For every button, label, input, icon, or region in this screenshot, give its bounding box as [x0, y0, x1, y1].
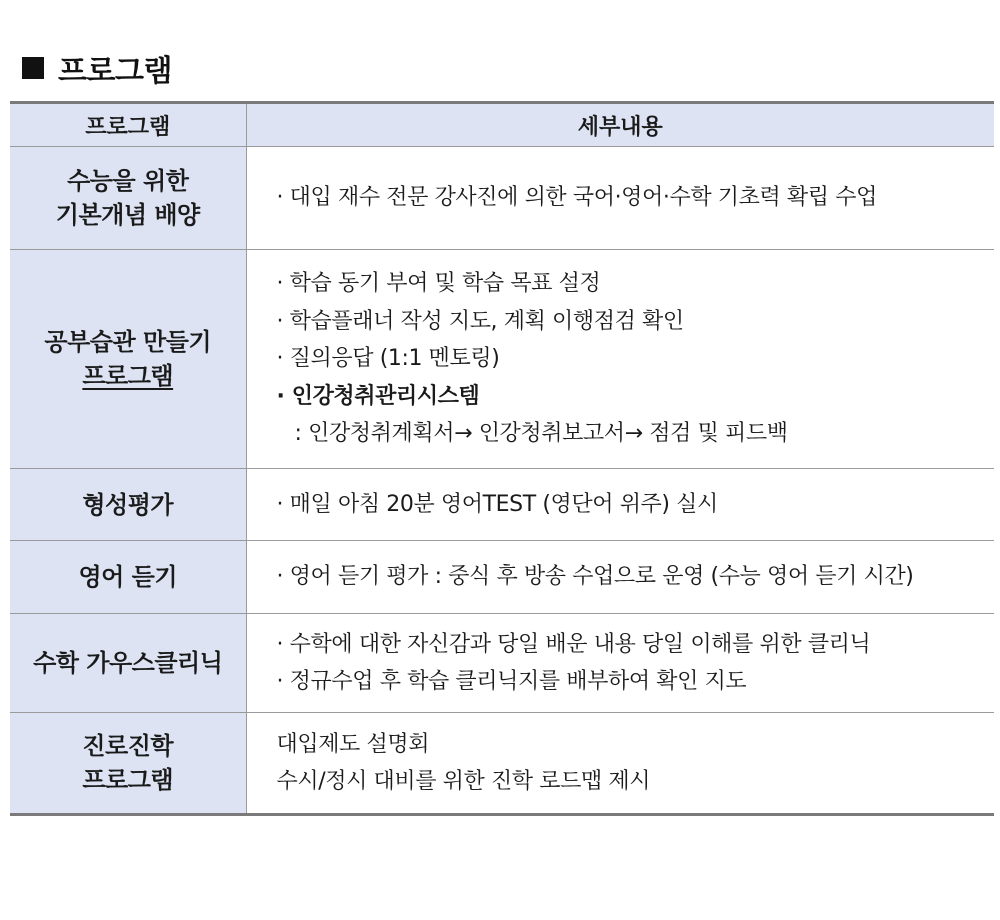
program-name-cell: [10, 147, 246, 250]
detail-line: · 학습 동기 부여 및 학습 목표 설정: [276, 271, 601, 297]
program-detail-cell: [246, 147, 994, 250]
section-title-text: 프로그램: [58, 54, 172, 89]
square-bullet-icon: [22, 57, 44, 79]
detail-line: · 매일 아침 20분 영어TEST (영단어 위주) 실시: [276, 491, 718, 517]
detail-line-emphasis: · 인강청취관리시스템: [276, 383, 480, 409]
program-name-line: 영어 듣기: [78, 563, 178, 591]
column-header-details: 세부내용: [246, 103, 994, 147]
table-row: [10, 713, 994, 815]
program-detail-cell: [246, 713, 994, 815]
table-row: [10, 541, 994, 614]
detail-line: · 수학에 대한 자신감과 당일 배운 내용 당일 이해를 위한 클리닉: [276, 631, 871, 657]
table-row: [10, 250, 994, 469]
program-name-cell: [10, 713, 246, 815]
detail-line: 수시/정시 대비를 위한 진학 로드맵 제시: [276, 769, 651, 794]
program-detail-cell: [246, 541, 994, 614]
program-table: [10, 101, 994, 816]
detail-line: · 정규수업 후 학습 클리닉지를 배부하여 확인 지도: [276, 669, 747, 694]
program-name-line: 형성평가: [82, 490, 174, 519]
detail-line: · 대입 재수 전문 강사진에 의한 국어·영어·수학 기초력 확립 수업: [276, 185, 877, 211]
program-name-line: 프로그램: [82, 362, 174, 390]
program-detail-cell: [246, 250, 994, 469]
program-name-cell: [10, 541, 246, 614]
program-name-line: 공부습관 만들기: [44, 328, 212, 356]
table-header-row: [10, 103, 994, 147]
program-name-line: 수능을 위한: [67, 167, 189, 195]
detail-line: · 학습플래너 작성 지도, 계획 이행점검 확인: [276, 308, 684, 334]
section-title: [22, 46, 172, 90]
detail-line: 대입제도 설명회: [276, 731, 430, 757]
table-row: [10, 147, 994, 250]
detail-line: · 질의응답 (1:1 멘토링): [276, 346, 500, 372]
detail-line: · 영어 듣기 평가 : 중식 후 방송 수업으로 운영 (수능 영어 듣기 시간): [276, 564, 914, 590]
column-header-program: 프로그램: [10, 103, 246, 147]
program-name-line: 수학 가우스클리닉: [33, 649, 223, 677]
program-detail-cell: [246, 469, 994, 541]
table-row: [10, 614, 994, 713]
program-name-line: 기본개념 배양: [55, 201, 200, 229]
program-name-cell: [10, 250, 246, 469]
program-name-cell: [10, 469, 246, 541]
program-name-cell: [10, 614, 246, 713]
program-detail-cell: [246, 614, 994, 713]
program-name-line: 진로진학: [82, 732, 174, 760]
program-name-line: 프로그램: [82, 766, 174, 794]
table-row: [10, 469, 994, 541]
detail-line-sub: : 인강청취계획서→ 인강청취보고서→ 점검 및 피드백: [294, 421, 788, 447]
